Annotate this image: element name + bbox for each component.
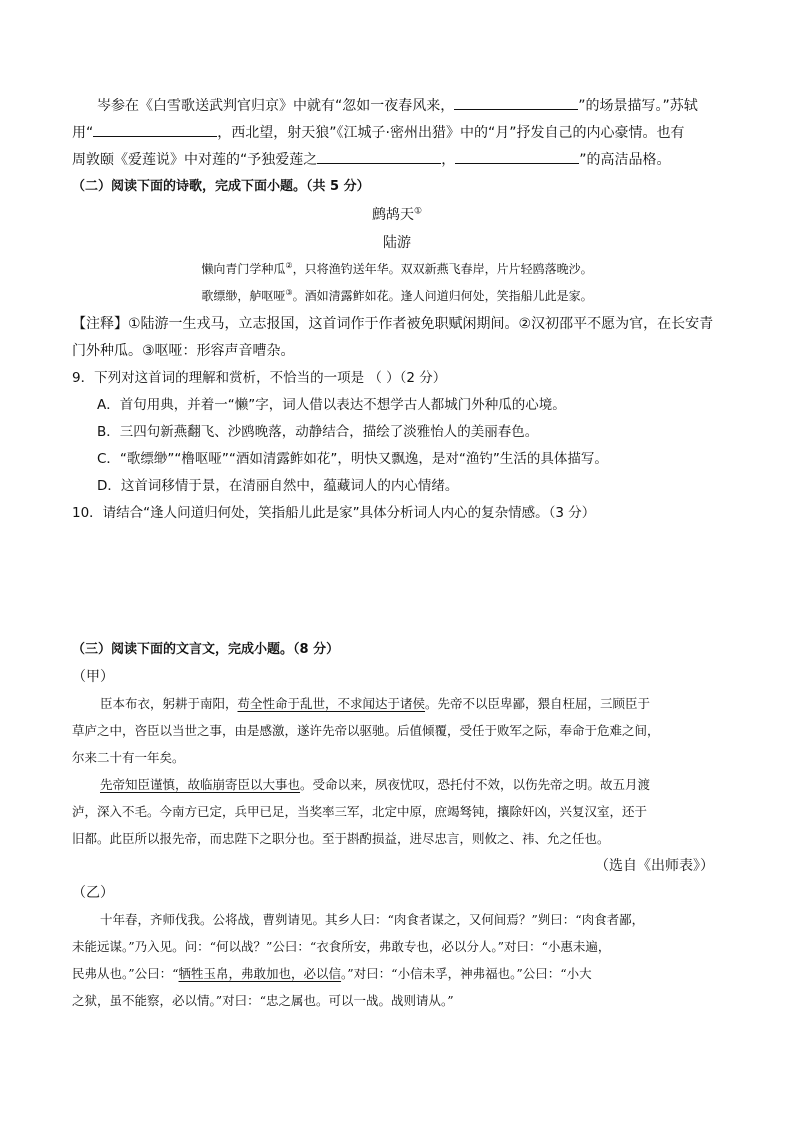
q9-option-a[interactable]: A．首句用典，并着一“懒”字，词人借以表达不想学古人都城门外种瓜的心境。: [97, 397, 566, 413]
passage-text: 臣本布衣，躬耕于南阳，: [100, 696, 238, 711]
passage-source: （选自《出师表》）: [595, 858, 714, 874]
jia-line-5: 泸，深入不毛。今南方已定，兵甲已足，当奖率三军，北定中原，庶竭驽钝，攘除奸凶，兴复汉室，还于: [72, 804, 648, 819]
passage-jia-label: （甲）: [72, 669, 114, 685]
answer-area-q10[interactable]: [72, 528, 722, 628]
jia-line-3: 尔来二十有一年矣。: [72, 750, 185, 765]
yi-line-4: 之狱，虽不能察，必以情。”对曰：“忠之属也。可以一战。战则请从。”: [72, 993, 454, 1008]
fill-text: ”的高洁品格。: [579, 152, 671, 168]
yi-line-2: 未能远谋。”乃入见。问：“何以战？”公曰：“衣食所安，弗敢专也，必以分人。”对曰：“小惠未遍，: [72, 939, 611, 954]
section-3-heading: （三）阅读下面的文言文，完成小题。（8 分）: [72, 642, 340, 657]
poem-text: 歌缥缈，舻呕哑: [201, 289, 286, 303]
yi-line-3: [72, 964, 592, 984]
underlined-sentence: 苟全性命于乱世，不求闻达于诸侯: [237, 696, 426, 711]
passage-text: 民弗从也。”公曰：“: [72, 966, 179, 981]
poem-author: 陆游: [383, 235, 411, 251]
fill-line-1: [97, 96, 698, 116]
q9-option-c[interactable]: C．“歌缥缈”“橹呕哑”“酒如清露鲊如花”，明快又飘逸，是对“渔钓”生活的具体描写。: [97, 451, 608, 467]
passage-text: 。受命以来，夙夜忧叹，恐托付不效，以伤先帝之明。故五月渡: [300, 777, 651, 792]
jia-line-4: [100, 775, 650, 795]
fill-line-2: [72, 123, 684, 143]
poem-line-1: [0, 260, 794, 277]
passage-text: 。”对曰：“小信未孚，神弗福也。”公曰：“小大: [341, 966, 592, 981]
fill-text: 用“: [72, 125, 94, 141]
passage-text: 。先帝不以臣卑鄙，猥自枉屈，三顾臣于: [425, 696, 651, 711]
question-10: 10．请结合“逢人问道归何处，笑指船儿此是家”具体分析词人内心的复杂情感。（3 分）: [72, 505, 596, 521]
passage-yi-label: （乙）: [72, 885, 114, 901]
fill-line-3: [72, 150, 671, 170]
underlined-sentence: 牺牲玉帛，弗敢加也，必以信: [178, 966, 342, 981]
q9-option-d[interactable]: D．这首词移情于景，在清丽自然中，蕴藏词人的内心情绪。: [97, 478, 459, 494]
jia-line-6: 旧都。此臣所以报先帝，而忠陛下之职分也。至于斟酌损益，进尽忠言，则攸之、祎、允之任也。: [72, 831, 610, 846]
annotation-line-1: 【注释】①陆游一生戎马，立志报国，这首词作于作者被免职赋闲期间。②汉初邵平不愿为官，在长安青: [72, 316, 714, 332]
jia-line-2: 草庐之中，咨臣以当世之事，由是感激，遂许先帝以驱驰。后值倾覆，受任于败军之际，奉命于危难之间，: [72, 723, 660, 738]
fill-text: ，西北望，射天狼”《江城子·密州出猎》中的“月”抒发自己的内心豪情。也有: [217, 125, 685, 141]
footnote-marker: ③: [285, 288, 293, 297]
footnote-marker: ②: [285, 261, 293, 270]
poem-text: 懒向青门学种瓜: [201, 262, 286, 276]
answer-blank[interactable]: [455, 151, 579, 164]
poem-text: ，只将渔钓送年华。双双新燕飞春岸，片片轻鸥落晚沙。: [292, 262, 593, 276]
footnote-marker: ①: [413, 206, 423, 217]
fill-text: 周敦颐《爱莲说》中对莲的“予独爱莲之: [72, 152, 318, 168]
yi-line-1: 十年春，齐师伐我。公将战，曹刿请见。其乡人曰：“肉食者谋之，又何间焉？”刿曰：“肉食者鄙，: [100, 912, 645, 927]
question-9: 9．下列对这首词的理解和赏析，不恰当的一项是 （ ）（2 分）: [72, 370, 447, 386]
jia-line-1: [100, 694, 650, 714]
fill-text: ”的场景描写。”苏轼: [578, 98, 698, 114]
q9-option-b[interactable]: B．三四句新燕翻飞、沙鸥晚落，动静结合，描绘了淡雅怡人的美丽春色。: [97, 424, 539, 440]
poem-text: 。酒如清露鲊如花。逢人问道归何处，笑指船儿此是家。: [292, 289, 593, 303]
fill-text: ，: [441, 152, 456, 168]
answer-blank[interactable]: [317, 151, 441, 164]
answer-blank[interactable]: [454, 97, 578, 110]
poem-line-2: [0, 287, 794, 304]
answer-blank[interactable]: [93, 124, 217, 137]
poem-title-text: 鹧鸪天: [371, 207, 414, 223]
poem-title: [0, 204, 794, 224]
annotation-line-2: 门外种瓜。③呕哑：形容声音嘈杂。: [72, 343, 295, 359]
section-2-heading: （二）阅读下面的诗歌，完成下面小题。（共 5 分）: [72, 179, 370, 194]
fill-text: 岑参在《白雪歌送武判官归京》中就有“忽如一夜春风来，: [97, 98, 455, 114]
underlined-sentence: 先帝知臣谨慎，故临崩寄臣以大事也: [100, 777, 301, 792]
